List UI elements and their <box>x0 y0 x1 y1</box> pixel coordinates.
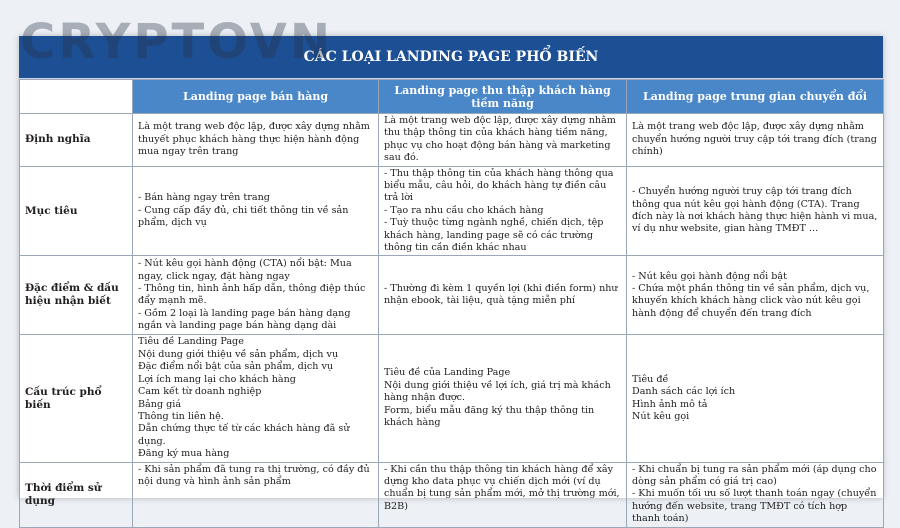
table-cell <box>133 114 379 167</box>
table-cell <box>379 114 627 167</box>
cell-line: - Khi muốn tối ưu số lượt thanh toán ngay (chuyển hướng đến website, trang TMĐT có tích hợp thanh toán) <box>632 488 877 525</box>
table-cell <box>627 462 884 527</box>
cell-line: - Khi cần thu thập thông tin khách hàng để xây dựng kho data phục vụ chiến dịch mới (ví dụ chuẩn bị tung sản phẩm mới, mở thị trường mới, B2B) <box>384 463 620 512</box>
table-cell <box>133 256 379 335</box>
cell-line: Dẫn chứng thực tế từ các khách hàng đã sử dụng. <box>138 423 350 447</box>
cell-line: - Chuyển hướng người truy cập tới trang đích thông qua nút kêu gọi hành động (CTA). Trang đích này là nơi khách hàng thực hiện hành vi mua, ví dụ như website, gian hàng TMĐT ... <box>632 186 878 235</box>
row-header: Cấu trúc phổ biến <box>20 335 133 462</box>
column-header: Landing page thu thập khách hàng tiềm năng <box>379 80 627 114</box>
table-cell <box>627 335 884 462</box>
cell-line: - Khi sản phẩm đã tung ra thị trường, có đầy đủ nội dung và hình ảnh sản phẩm <box>138 463 370 487</box>
cell-line: Form, biểu mẫu đăng ký thu thập thông tin khách hàng <box>384 404 595 429</box>
column-header: Landing page bán hàng <box>133 80 379 114</box>
table-row <box>20 166 884 256</box>
cell-line: Đặc điểm nổi bật của sản phẩm, dịch vụ <box>138 361 334 373</box>
table-cell <box>133 462 379 527</box>
cell-line: Là một trang web độc lập, được xây dựng nhằm chuyển hướng người truy cập tới trang đích (trang chính) <box>632 121 877 158</box>
cell-line: - Chứa một phần thông tin về sản phẩm, dịch vụ, khuyến khích khách hàng click vào nút kêu gọi hành động để chuyển đến trang đích <box>632 283 870 319</box>
cell-line: Nội dung giới thiệu về lợi ích, giá trị mà khách hàng nhận được. <box>384 379 611 404</box>
table-cell <box>379 256 627 335</box>
table-cell <box>627 114 884 167</box>
cell-line: Tiêu đề của Landing Page <box>384 367 511 379</box>
header-row <box>20 80 884 114</box>
table-cell <box>133 335 379 462</box>
cell-line: Bảng giá <box>138 398 182 410</box>
table-cell <box>379 335 627 462</box>
cell-line: - Gồm 2 loại là landing page bán hàng dạng ngắn và landing page bán hàng dạng dài <box>138 307 351 332</box>
row-header: Định nghĩa <box>20 114 133 167</box>
table-cell <box>627 166 884 256</box>
cell-line: - Cung cấp đầy đủ, chi tiết thông tin về sản phẩm, dịch vụ <box>138 204 349 229</box>
table-cell <box>133 166 379 256</box>
table-row <box>20 462 884 527</box>
cell-line: Lợi ích mang lại cho khách hàng <box>138 373 296 385</box>
table-cell <box>379 462 627 527</box>
cell-line: Tiêu đề Landing Page <box>138 336 244 348</box>
cell-line: Hình ảnh mô tả <box>632 398 708 410</box>
cell-line: - Thường đi kèm 1 quyền lợi (khi điền form) như nhận ebook, tài liệu, quà tặng miễn phí <box>384 283 618 307</box>
cell-line: Thông tin liên hệ. <box>138 410 224 422</box>
cell-line: Nút kêu gọi <box>632 410 690 422</box>
cell-line: - Khi chuẩn bị tung ra sản phẩm mới (áp dụng cho dòng sản phẩm có giá trị cao) <box>632 463 877 487</box>
table-cell <box>627 256 884 335</box>
table-row <box>20 335 884 462</box>
cell-line: - Tuỳ thuộc từng ngành nghề, chiến dịch, tệp khách hàng, landing page sẽ có các trường thông tin cần điền khác nhau <box>384 217 604 254</box>
cell-line: Là một trang web độc lập, được xây dựng nhằm thu thập thông tin của khách hàng tiềm năng, phục vụ cho hoạt động bán hàng và marketing sau đó. <box>384 115 616 164</box>
cell-line: Nội dung giới thiệu về sản phẩm, dịch vụ <box>138 348 339 360</box>
cell-line: Tiêu đề <box>632 373 669 385</box>
cell-line: - Tạo ra nhu cầu cho khách hàng <box>384 204 544 216</box>
cell-line: - Thu thập thông tin của khách hàng thông qua biểu mẫu, câu hỏi, do khách hàng tự điền câu trả lời <box>384 167 614 204</box>
cell-line: Là một trang web độc lập, được xây dựng nhằm thuyết phục khách hàng thực hiện hành động mua ngay trên trang <box>138 121 370 158</box>
comparison-table <box>19 79 884 528</box>
corner-cell <box>20 80 133 114</box>
cell-line: Đăng ký mua hàng <box>138 448 230 460</box>
cell-line: - Thông tin, hình ảnh hấp dẫn, thông điệp thúc đẩy mạnh mẽ. <box>138 283 366 307</box>
cell-line: - Nút kêu gọi hành động (CTA) nổi bật: Mua ngay, click ngay, đặt hàng ngay <box>138 258 352 282</box>
row-header: Đặc điểm & dấu hiệu nhận biết <box>20 256 133 335</box>
cell-line: Cam kết từ doanh nghiệp <box>138 386 262 398</box>
watermark-logo: CRYPTOVN <box>20 14 334 70</box>
cell-line: - Bán hàng ngay trên trang <box>138 192 270 204</box>
table-row <box>20 114 884 167</box>
cell-line: - Nút kêu gọi hành động nổi bật <box>632 270 787 282</box>
table-row <box>20 256 884 335</box>
row-header: Thời điểm sử dụng <box>20 462 133 527</box>
table-cell <box>379 166 627 256</box>
row-header: Mục tiêu <box>20 166 133 256</box>
column-header: Landing page trung gian chuyển đổi <box>627 80 884 114</box>
landing-page-table-card <box>19 36 883 525</box>
table-title: CÁC LOẠI LANDING PAGE PHỔ BIẾN <box>19 36 883 79</box>
cell-line: Danh sách các lợi ích <box>632 386 736 398</box>
